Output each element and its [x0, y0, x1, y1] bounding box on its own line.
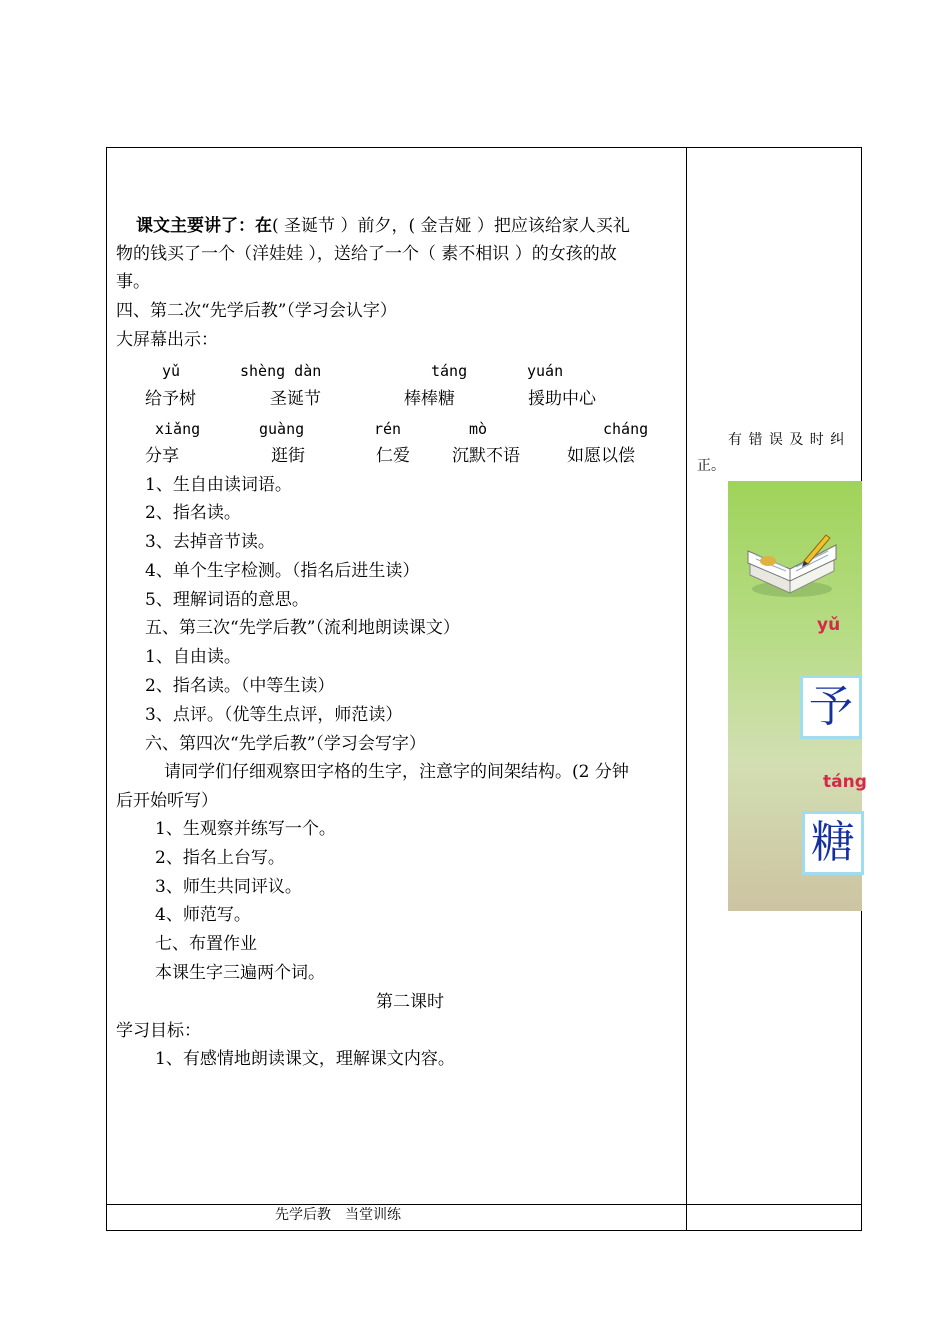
pinyin-shengdan: shèng dàn	[240, 362, 322, 380]
word-shengdanjie: 圣诞节	[270, 389, 321, 409]
s5-step-2: 2、指名读。（中等生读）	[145, 676, 335, 696]
word-renai: 仁爱	[376, 446, 410, 466]
s4-step-2: 2、指名读。	[145, 503, 241, 523]
s6-step-1: 1、生观察并练写一个。	[155, 819, 336, 839]
section6-heading: 六、第四次“先学后教”（学习会写字）	[145, 734, 426, 754]
word-guangjie: 逛街	[271, 446, 305, 466]
s6-step-4: 4、师范写。	[155, 905, 251, 925]
pinyin-mo: mò	[469, 420, 488, 438]
s5-step-1: 1、自由读。	[145, 647, 241, 667]
screen-label: 大屏幕出示：	[116, 330, 218, 350]
s6-intro-line-1: 请同学们仔细观察田字格的生字，注意字的间架结构。(2 分钟	[164, 762, 629, 782]
homework-content: 本课生字三遍两个词。	[155, 963, 325, 983]
s4-step-1: 1、生自由读词语。	[145, 475, 292, 495]
pinyin-ren: rén	[374, 420, 402, 438]
word-bangbangtang: 棒棒糖	[404, 389, 455, 409]
s6-step-2: 2、指名上台写。	[155, 848, 285, 868]
side-note-line-1: 有 错 误 及 时 纠	[728, 432, 846, 448]
pinyin-chang: cháng	[603, 420, 649, 438]
s4-step-3: 3、去掉音节读。	[145, 532, 275, 552]
section7-heading: 七、布置作业	[155, 934, 257, 954]
word-yuanzhuzhongxin: 援助中心	[528, 389, 596, 409]
summary-line-1	[136, 215, 630, 237]
s5-step-3: 3、点评。（优等生点评，师范读）	[145, 705, 403, 725]
section4-heading: 四、第二次“先学后教”（学习会认字）	[116, 301, 397, 321]
panel-char-box-yu	[800, 675, 862, 739]
panel-char-yu: 予	[809, 681, 853, 732]
open-book-pencil-icon	[742, 521, 842, 601]
footer-row-divider	[106, 1204, 862, 1205]
summary-line-3: 事。	[116, 272, 150, 292]
word-ruyuanyichang: 如愿以偿	[567, 446, 635, 466]
side-note-line-2: 正。	[697, 458, 725, 474]
section5-heading: 五、第三次“先学后教”（流利地朗读课文）	[145, 618, 460, 638]
pinyin-xiang: xiǎng	[155, 420, 201, 438]
word-chenmobuyu: 沉默不语	[452, 446, 520, 466]
word-fenxiang: 分享	[145, 446, 179, 466]
character-card-image	[728, 481, 867, 911]
panel-char-tang: 糖	[811, 817, 855, 868]
s4-step-4: 4、单个生字检测。（指名后进生读）	[145, 561, 420, 581]
panel-pinyin-tang: táng	[823, 772, 867, 792]
column-divider	[686, 147, 687, 1231]
learning-goal-1: 1、有感情地朗读课文，理解课文内容。	[155, 1049, 455, 1069]
summary-lead: 课文主要讲了：在	[136, 216, 272, 236]
s6-step-3: 3、师生共同评议。	[155, 877, 302, 897]
summary-rest: ( 圣诞节 ）前夕，( 金吉娅 ）把应该给家人买礼	[272, 216, 630, 236]
pinyin-guang: guàng	[259, 420, 305, 438]
pinyin-tang: táng	[431, 362, 468, 380]
summary-line-2: 物的钱买了一个（洋娃娃 ），送给了一个（ 素不相识 ）的女孩的故	[116, 244, 617, 264]
word-jiyushu: 给予树	[145, 389, 196, 409]
lesson2-title: 第二课时	[376, 992, 444, 1012]
pinyin-yu: yǔ	[162, 362, 181, 380]
pinyin-yuan: yuán	[527, 362, 564, 380]
panel-char-box-tang	[802, 811, 864, 875]
s4-step-5: 5、理解词语的意思。	[145, 590, 309, 610]
s6-intro-line-2: 后开始听写）	[116, 791, 218, 811]
learning-goal-label: 学习目标：	[116, 1021, 201, 1041]
panel-pinyin-yu: yǔ	[817, 615, 841, 635]
footer-label: 先学后教 当堂训练	[275, 1207, 401, 1223]
